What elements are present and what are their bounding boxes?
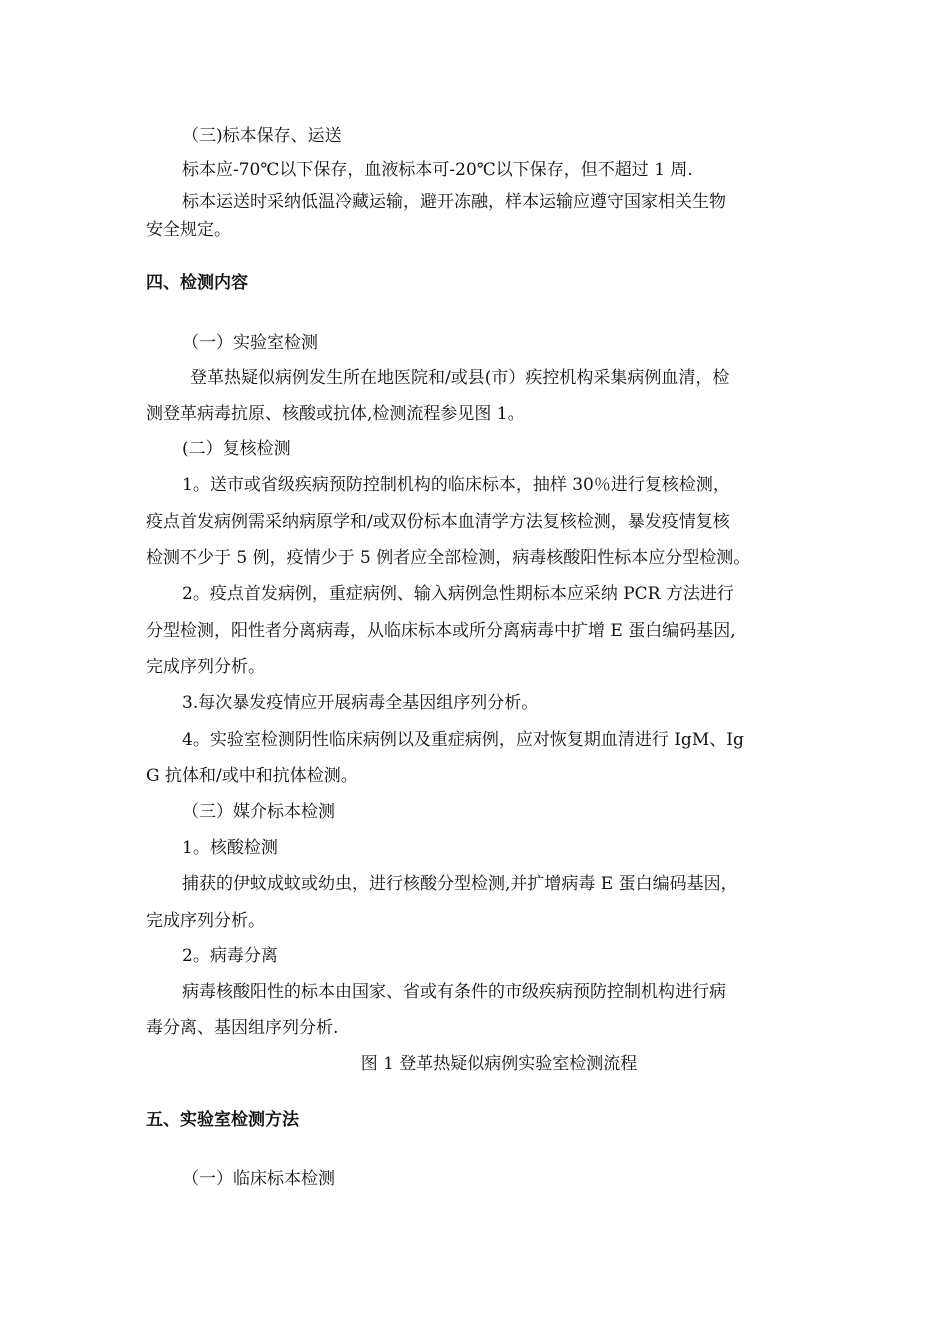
paragraph-transport-line-1: 标本运送时采纳低温冷藏运输，避开冻融，样本运输应遵守国家相关生物 [182,192,726,212]
recheck-item-1-line-2: 疫点首发病例需采纳病原学和/或双份标本血清学方法复核检测，暴发疫情复核 [146,512,730,532]
figure-caption: 图 1 登革热疑似病例实验室检测流程 [360,1054,638,1074]
recheck-item-4-line-2: G 抗体和/或中和抗体检测。 [146,766,358,786]
recheck-item-4-line-1: 4。实验室检测阴性临床病例以及重症病例，应对恢复期血清进行 IgM、Ig [182,730,744,750]
recheck-item-2-line-3: 完成序列分析。 [146,657,265,677]
recheck-item-3: 3.每次暴发疫情应开展病毒全基因组序列分析。 [182,693,539,713]
vector-item-1-title: 1。核酸检测 [182,838,278,858]
paragraph-lab-detection-line-2: 测登革病毒抗原、核酸或抗体,检测流程参见图 1。 [146,404,525,424]
paragraph-lab-detection-line-1: 登革热疑似病例发生所在地医院和/或县(市）疾控机构采集病例血清，检 [190,368,730,388]
section-heading-lab-methods: 五、实验室检测方法 [146,1110,299,1130]
vector-item-2-title: 2。病毒分离 [182,946,278,966]
section-heading-detection-content: 四、检测内容 [146,273,248,293]
vector-item-2-line-2: 毒分离、基因组序列分析. [146,1018,339,1038]
recheck-item-1-line-3: 检测不少于 5 例，疫情少于 5 例者应全部检测，病毒核酸阳性标本应分型检测。 [146,548,751,568]
subsection-title-recheck: (二）复核检测 [182,439,291,459]
vector-item-1-line-1: 捕获的伊蚊成蚊或幼虫，进行核酸分型检测,并扩增病毒 E 蛋白编码基因， [182,874,738,894]
subsection-title-clinical-specimen: （一）临床标本检测 [182,1169,335,1189]
paragraph-transport-line-2: 安全规定。 [146,220,231,240]
recheck-item-2-line-1: 2。疫点首发病例，重症病例、输入病例急性期标本应采纳 PCR 方法进行 [182,584,734,604]
subsection-title-lab-detection: （一）实验室检测 [182,333,318,353]
paragraph-storage-temperature: 标本应-70℃以下保存，血液标本可-20℃以下保存，但不超过 1 周. [182,160,693,180]
vector-item-1-line-2: 完成序列分析。 [146,911,265,931]
recheck-item-1-line-1: 1。送市或省级疾病预防控制机构的临床标本，抽样 30％进行复核检测， [182,475,730,495]
recheck-item-2-line-2: 分型检测，阳性者分离病毒，从临床标本或所分离病毒中扩增 E 蛋白编码基因, [146,621,736,641]
subsection-title-specimen-storage: （三)标本保存、运送 [182,126,342,146]
vector-item-2-line-1: 病毒核酸阳性的标本由国家、省或有条件的市级疾病预防控制机构进行病 [182,982,726,1002]
subsection-title-vector-specimen: （三）媒介标本检测 [182,802,335,822]
